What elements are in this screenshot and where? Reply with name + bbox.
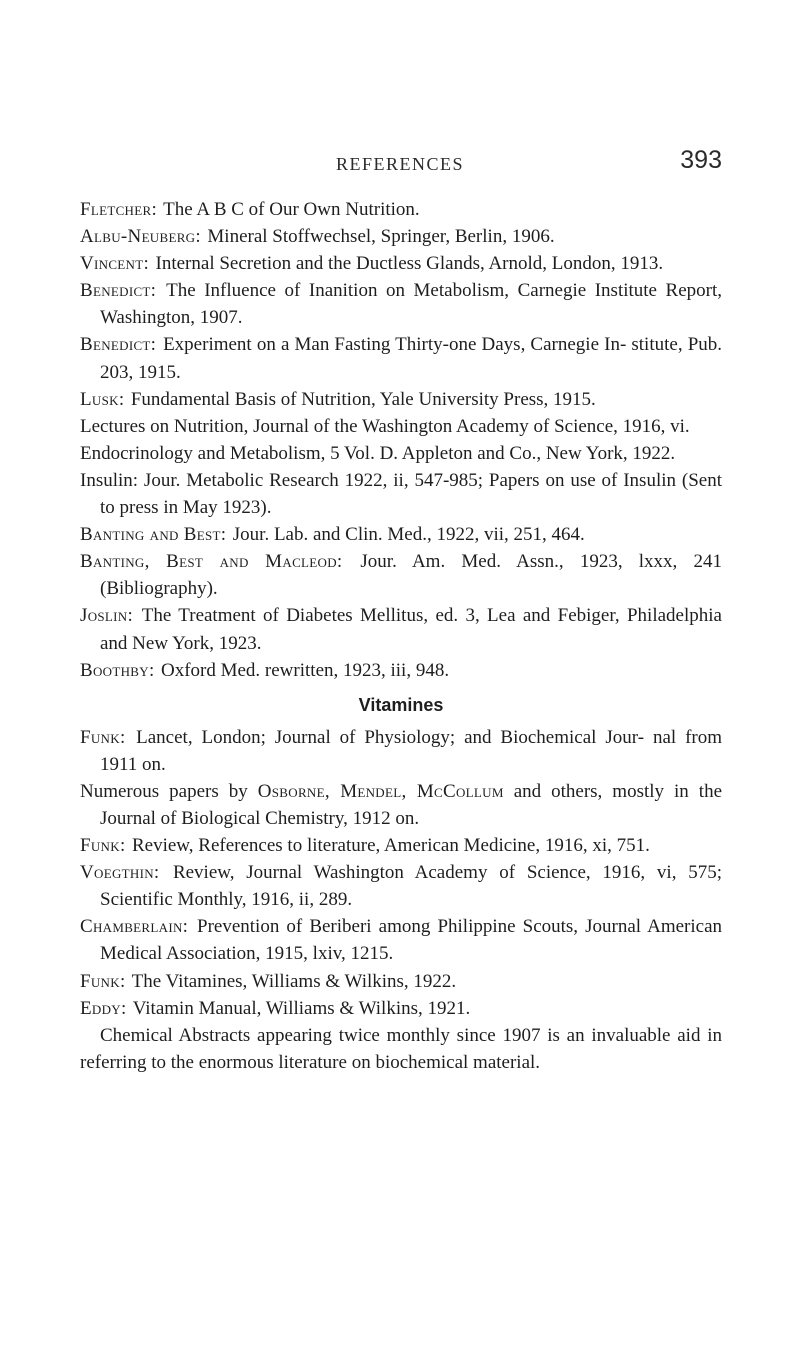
- reference-author: Banting, Best and Macleod: [80, 551, 337, 573]
- reference-entry: Lusk: Fundamental Basis of Nutrition, Yale University Press, 1915.: [80, 388, 596, 410]
- reference-author: Voegthin: [80, 862, 154, 884]
- reference-entry: [80, 413, 722, 440]
- reference-author: Banting and Best: [80, 524, 221, 546]
- reference-author: Funk: [80, 970, 120, 992]
- section-heading-vitamines: Vitamines: [358, 694, 444, 715]
- reference-entry: Joslin: The Treatment of Diabetes Mellitus, ed. 3, Lea and Febiger, Philadelphia and New York, 1923.: [80, 605, 722, 654]
- reference-entry: Benedict: The Influence of Inanition on Metabolism, Carnegie Institute Report, Washington, 1907.: [80, 280, 722, 329]
- reference-author: Albu-Neuberg: [80, 226, 196, 248]
- reference-text: The A B C of Our Own Nutrition.: [163, 199, 420, 220]
- reference-author: Joslin: [80, 605, 128, 627]
- reference-text: Prevention of Beriberi among Philippine Scouts, Journal American Medical Association, 1915, lxiv, 1215.: [100, 916, 723, 965]
- reference-entry: Fletcher: The A B C of Our Own Nutrition.: [80, 199, 420, 220]
- reference-entry: [80, 467, 722, 521]
- reference-text: Review, References to literature, American Medicine, 1916, xi, 751.: [131, 835, 650, 857]
- reference-text: Jour. Am. Med. Assn., 1923, lxxx, 241 (Bibliography).: [100, 551, 723, 600]
- reference-text: Mineral Stoffwechsel, Springer, Berlin, 1906.: [207, 226, 555, 248]
- reference-entry: Banting and Best: Jour. Lab. and Clin. Med., 1922, vii, 251, 464.: [80, 524, 585, 546]
- reference-text: Insulin: Jour. Metabolic Research 1922, ii, 547-985; Papers on use of Insulin (Sent to press in May 1923).: [80, 469, 722, 519]
- reference-entry: Vincent: Internal Secretion and the Ductless Glands, Arnold, London, 1913.: [80, 253, 664, 275]
- reference-author: Funk: [80, 835, 120, 857]
- reference-text: The Influence of Inanition on Metabolism, Carnegie Institute Report, Washington, 1907.: [100, 280, 722, 329]
- reference-text: and others, mostly in the Journal of Biological Chemistry, 1912 on.: [100, 780, 722, 829]
- reference-text: Experiment on a Man Fasting Thirty-one Days, Carnegie In- stitute, Pub. 203, 1915.: [100, 334, 723, 383]
- reference-text: Fundamental Basis of Nutrition, Yale University Press, 1915.: [130, 388, 596, 410]
- reference-author: Lusk: [80, 388, 119, 410]
- running-title: REFERENCES: [335, 154, 465, 174]
- reference-author: Chamberlain: [80, 916, 183, 938]
- reference-text: Vitamin Manual, Williams & Wilkins, 1921.: [132, 997, 471, 1019]
- reference-text: Numerous papers by: [80, 780, 248, 802]
- reference-author: Osborne, Mendel, McCollum: [257, 780, 504, 802]
- reference-text: Lancet, London; Journal of Physiology; and Biochemical Jour- nal from 1911 on.: [100, 726, 722, 775]
- reference-text: Oxford Med. rewritten, 1923, iii, 948.: [160, 659, 450, 681]
- reference-author: Benedict: [80, 280, 151, 302]
- reference-entry: [80, 778, 722, 832]
- reference-author: Funk: [80, 726, 120, 748]
- reference-text: Lectures on Nutrition, Journal of the Washington Academy of Science, 1916, vi.: [80, 415, 690, 437]
- reference-text: Review, Journal Washington Academy of Science, 1916, vi, 575; Scientific Monthly, 1916, ii, 289.: [100, 862, 723, 911]
- reference-entry: Boothby: Oxford Med. rewritten, 1923, iii, 948.: [80, 659, 450, 681]
- reference-entry: Chamberlain: Prevention of Beriberi among Philippine Scouts, Journal American Medical Association, 1915, lxiv, 1215.: [80, 916, 723, 965]
- reference-author: Vincent: [80, 253, 144, 275]
- reference-author: Fletcher: [80, 199, 152, 220]
- reference-entry: Banting, Best and Macleod: Jour. Am. Med. Assn., 1923, lxxx, 241 (Bibliography).: [80, 551, 723, 600]
- reference-entry: Benedict: Experiment on a Man Fasting Thirty-one Days, Carnegie In- stitute, Pub. 203, 1915.: [80, 334, 723, 383]
- reference-author: Eddy: [80, 997, 121, 1019]
- reference-text: The Treatment of Diabetes Mellitus, ed. 3, Lea and Febiger, Philadelphia and New York, 1923.: [100, 605, 722, 654]
- running-head: [80, 142, 720, 182]
- reference-entry: [80, 440, 722, 467]
- reference-entry: Funk: The Vitamines, Williams & Wilkins, 1922.: [80, 970, 457, 992]
- reference-entry: Albu-Neuberg: Mineral Stoffwechsel, Springer, Berlin, 1906.: [80, 226, 555, 248]
- reference-text: The Vitamines, Williams & Wilkins, 1922.: [131, 970, 457, 992]
- reference-author: Boothby: [80, 659, 149, 681]
- reference-list: [80, 196, 722, 1076]
- reference-text: Endocrinology and Metabolism, 5 Vol. D. Appleton and Co., New York, 1922.: [80, 442, 676, 464]
- reference-entry: Eddy: Vitamin Manual, Williams & Wilkins, 1921.: [80, 997, 471, 1019]
- reference-entry: Voegthin: Review, Journal Washington Academy of Science, 1916, vi, 575; Scientific Monthly, 1916, ii, 289.: [80, 862, 723, 911]
- reference-entry: Funk: Lancet, London; Journal of Physiology; and Biochemical Jour- nal from 1911 on.: [80, 726, 722, 775]
- closing-note: Chemical Abstracts appearing twice monthly since 1907 is an invaluable aid in referring to the enormous literature on biochemical material.: [80, 1024, 722, 1073]
- reference-text: Internal Secretion and the Ductless Glands, Arnold, London, 1913.: [155, 253, 664, 275]
- page-number: 393: [680, 146, 722, 174]
- reference-author: Benedict: [80, 334, 151, 356]
- reference-entry: Funk: Review, References to literature, American Medicine, 1916, xi, 751.: [80, 835, 650, 857]
- reference-text: Jour. Lab. and Clin. Med., 1922, vii, 251, 464.: [232, 524, 585, 546]
